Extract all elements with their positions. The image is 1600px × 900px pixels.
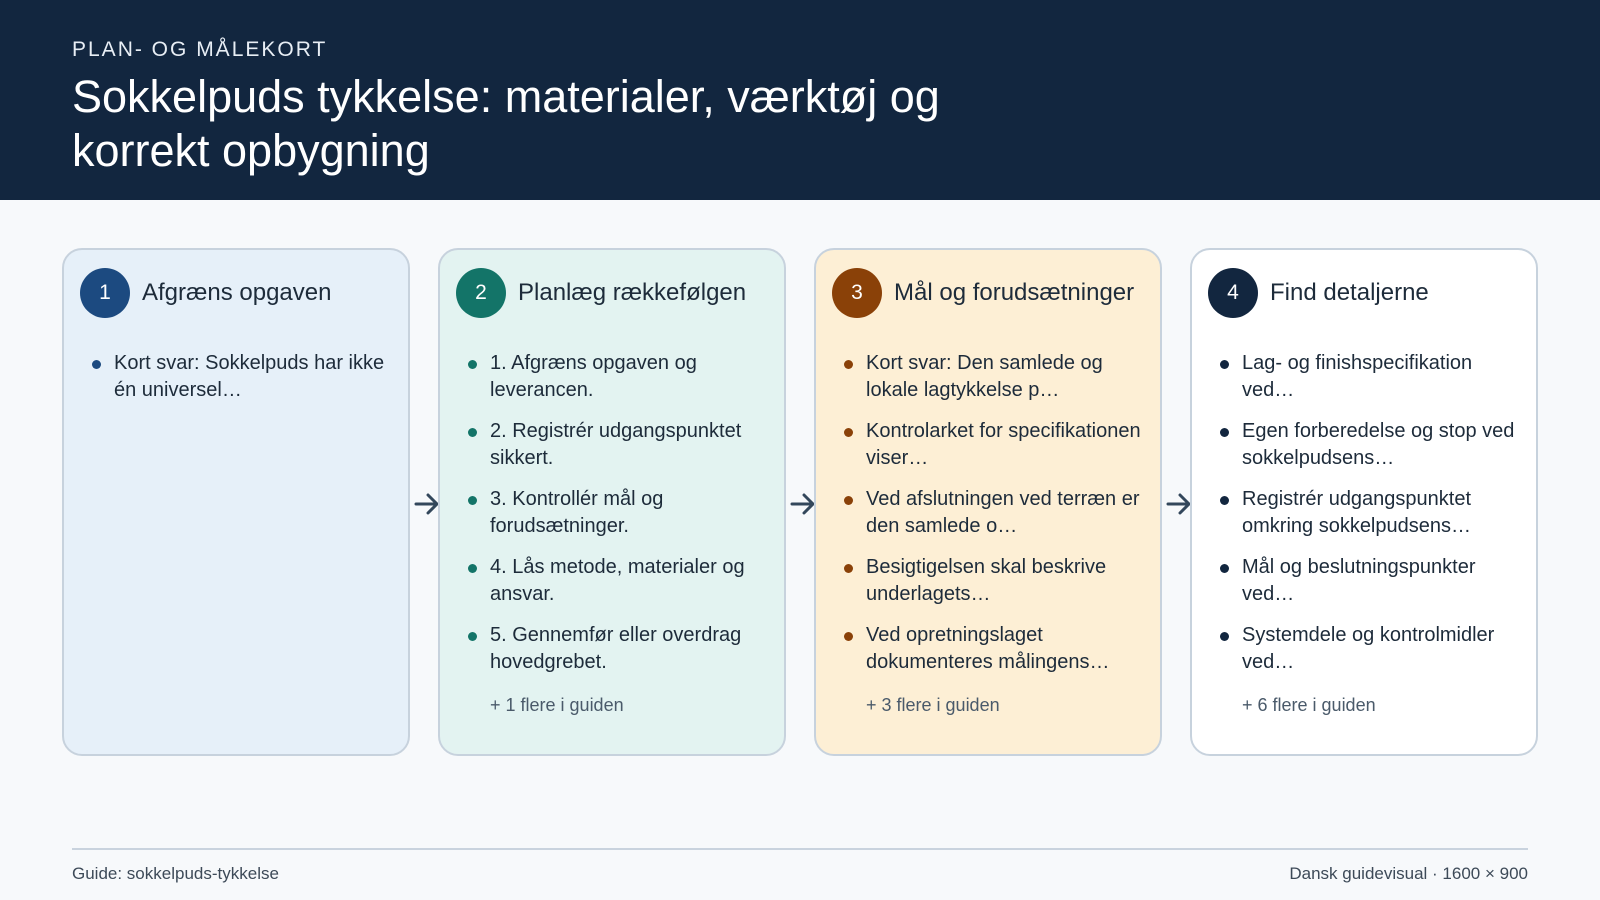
bullet-dot [1220,360,1229,369]
list-item-text: Besigtigelsen skal beskrive underlagets… [866,556,1107,605]
list-item [90,350,400,404]
footer-credit: Dansk guidevisual · 1600 × 900 [1289,864,1528,883]
list-item-text: Lag- og finishspecifikation ved… [1242,352,1473,401]
list-item [466,418,776,472]
list-item [466,486,776,540]
arrow-right-icon [789,490,817,518]
list-item-text: Kort svar: Den samlede og lokale lagtykkelse p… [866,352,1103,401]
more-in-guide-note: + 3 flere i guiden [866,695,1000,715]
footer-guide-slug: Guide: sokkelpuds-tykkelse [72,864,279,883]
bullet-dot [844,564,853,573]
eyebrow-label: PLAN- OG MÅLEKORT [72,38,328,61]
bullet-dot [844,496,853,505]
arrow-right-icon [1165,490,1193,518]
list-item [466,350,776,404]
card-header [456,268,746,318]
list-item [1218,486,1528,540]
list-item-text: Egen forberedelse og stop ved sokkelpudsens… [1242,420,1515,469]
list-item [1218,622,1528,676]
list-item [1218,554,1528,608]
list-item [842,350,1152,404]
list-item-text: Mål og beslutningspunkter ved… [1242,556,1476,605]
step-card-4 [1190,248,1538,756]
bullet-dot [468,496,477,505]
bullet-dot [1220,428,1229,437]
bullet-dot [844,428,853,437]
bullet-dot [1220,564,1229,573]
list-item [466,622,776,676]
card-item-list [90,350,400,418]
bullet-dot [468,428,477,437]
list-item-text: 1. Afgræns opgaven og leverancen. [490,352,697,401]
card-header [1208,268,1429,318]
bullet-dot [468,632,477,641]
step-number-badge: 2 [456,268,506,318]
list-item-text: Kort svar: Sokkelpuds har ikke én universel… [114,352,385,401]
list-item-text: Systemdele og kontrolmidler ved… [1242,624,1495,673]
list-item [842,418,1152,472]
step-card-1 [62,248,410,756]
list-item-text: Ved afslutningen ved terræn er den samlede o… [866,488,1140,537]
list-item-text: 3. Kontrollér mål og forudsætninger. [490,488,664,537]
card-item-list [842,350,1152,690]
step-number-badge: 3 [832,268,882,318]
list-item-text: Registrér udgangspunktet omkring sokkelpudsens… [1242,488,1472,537]
card-title: Mål og forudsætninger [894,279,1135,306]
bullet-dot [844,632,853,641]
list-item [1218,418,1528,472]
list-item-text: Kontrolarket for specifikationen viser… [866,420,1141,469]
bullet-dot [468,564,477,573]
list-item [842,486,1152,540]
list-item [842,554,1152,608]
page-title: Sokkelpuds tykkelse: materialer, værktøj og korrekt opbygning [72,71,940,176]
bullet-dot [844,360,853,369]
step-number-badge: 1 [80,268,130,318]
card-item-list [1218,350,1528,690]
header-banner [0,0,1600,200]
more-in-guide-note: + 6 flere i guiden [1242,695,1376,715]
list-item-text: 2. Registrér udgangspunktet sikkert. [490,420,742,469]
list-item [842,622,1152,676]
list-item-text: 5. Gennemfør eller overdrag hovedgrebet. [490,624,742,673]
list-item [1218,350,1528,404]
card-header [80,268,331,318]
list-item [466,554,776,608]
list-item-text: 4. Lås metode, materialer og ansvar. [490,556,745,605]
card-title: Find detaljerne [1270,279,1429,306]
bullet-dot [1220,632,1229,641]
bullet-dot [1220,496,1229,505]
list-item-text: Ved opretningslaget dokumenteres målingens… [866,624,1110,673]
step-number-badge: 4 [1208,268,1258,318]
bullet-dot [92,360,101,369]
more-in-guide-note: + 1 flere i guiden [490,695,624,715]
arrow-right-icon [413,490,441,518]
card-header [832,268,1134,318]
bullet-dot [468,360,477,369]
footer-divider [72,848,1528,850]
card-item-list [466,350,776,690]
step-card-3 [814,248,1162,756]
card-title: Planlæg rækkefølgen [518,279,747,306]
card-title: Afgræns opgaven [142,279,332,306]
step-card-2 [438,248,786,756]
